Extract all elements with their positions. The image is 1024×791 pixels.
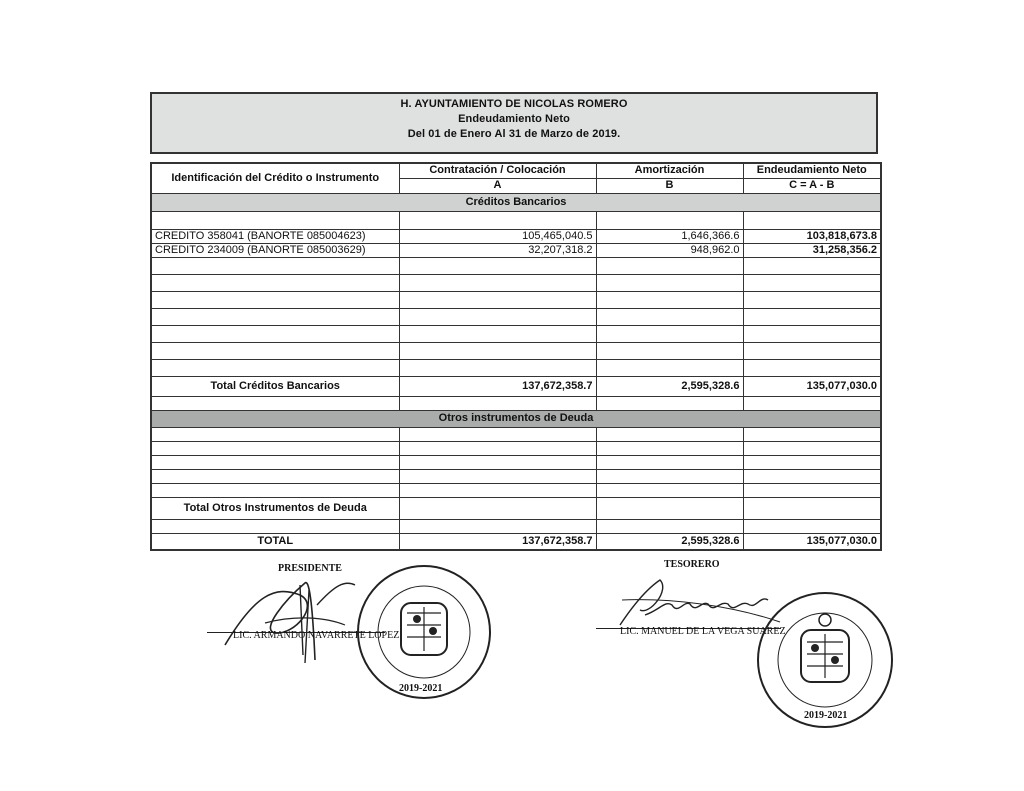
row-a: 105,465,040.5 (399, 229, 596, 243)
report-period: Del 01 de Enero Al 31 de Marzo de 2019. (407, 128, 621, 140)
total-row-otros (151, 497, 881, 519)
section-row-otros (151, 410, 881, 427)
section-title-otros: Otros instrumentos de Deuda (151, 410, 881, 427)
left-seal-year: 2019-2021 (399, 683, 443, 694)
report-header (150, 92, 878, 154)
row-c: 103,818,673.8 (743, 229, 881, 243)
tesorero-name: LIC. MANUEL DE LA VEGA SUAREZ (620, 626, 786, 637)
tesorero-title: TESORERO (664, 559, 720, 570)
report-title: Endeudamiento Neto (458, 113, 570, 125)
section-title-bancarios: Créditos Bancarios (151, 193, 881, 211)
total-bancarios-a: 137,672,358.7 (399, 376, 596, 396)
grand-total-b: 2,595,328.6 (596, 533, 743, 550)
row-c: 31,258,356.2 (743, 243, 881, 257)
row-id: CREDITO 234009 (BANORTE 085003629) (151, 243, 399, 257)
grand-total-c: 135,077,030.0 (743, 533, 881, 550)
empty-row (151, 441, 881, 455)
grand-total-a: 137,672,358.7 (399, 533, 596, 550)
table-header-row (151, 163, 881, 178)
col-sub-c: C = A - B (743, 178, 881, 193)
spacer-row (151, 519, 881, 533)
grand-total-row (151, 533, 881, 550)
col-header-id: Identificación del Crédito o Instrumento (151, 163, 399, 193)
empty-row (151, 469, 881, 483)
col-sub-a: A (399, 178, 596, 193)
total-otros-label: Total Otros Instrumentos de Deuda (151, 497, 399, 519)
empty-row (151, 274, 881, 291)
section-row-bancarios (151, 193, 881, 211)
empty-row (151, 342, 881, 359)
presidente-name: LIC. ARMANDO NAVARRETE LOPEZ (233, 630, 400, 641)
col-header-a: Contratación / Colocación (399, 163, 596, 178)
total-bancarios-label: Total Créditos Bancarios (151, 376, 399, 396)
tesoreria-seal-icon (755, 590, 895, 730)
total-bancarios-b: 2,595,328.6 (596, 376, 743, 396)
empty-row (151, 291, 881, 308)
empty-row (151, 483, 881, 497)
row-a: 32,207,318.2 (399, 243, 596, 257)
entity-name: H. AYUNTAMIENTO DE NICOLAS ROMERO (400, 98, 628, 110)
row-b: 1,646,366.6 (596, 229, 743, 243)
col-sub-b: B (596, 178, 743, 193)
empty-row (151, 427, 881, 441)
row-b: 948,962.0 (596, 243, 743, 257)
spacer-row (151, 211, 881, 229)
right-seal-year: 2019-2021 (804, 710, 848, 721)
total-row-bancarios (151, 376, 881, 396)
empty-row (151, 359, 881, 376)
row-id: CREDITO 358041 (BANORTE 085004623) (151, 229, 399, 243)
presidente-title: PRESIDENTE (278, 563, 342, 574)
presidencia-seal-icon (355, 563, 493, 701)
col-header-c: Endeudamiento Neto (743, 163, 881, 178)
grand-total-label: TOTAL (151, 533, 399, 550)
spacer-row (151, 396, 881, 410)
empty-row (151, 325, 881, 342)
col-header-b: Amortización (596, 163, 743, 178)
table-row (151, 229, 881, 243)
empty-row (151, 308, 881, 325)
total-bancarios-c: 135,077,030.0 (743, 376, 881, 396)
empty-row (151, 455, 881, 469)
table-row (151, 243, 881, 257)
debt-table (150, 162, 882, 551)
empty-row (151, 257, 881, 274)
